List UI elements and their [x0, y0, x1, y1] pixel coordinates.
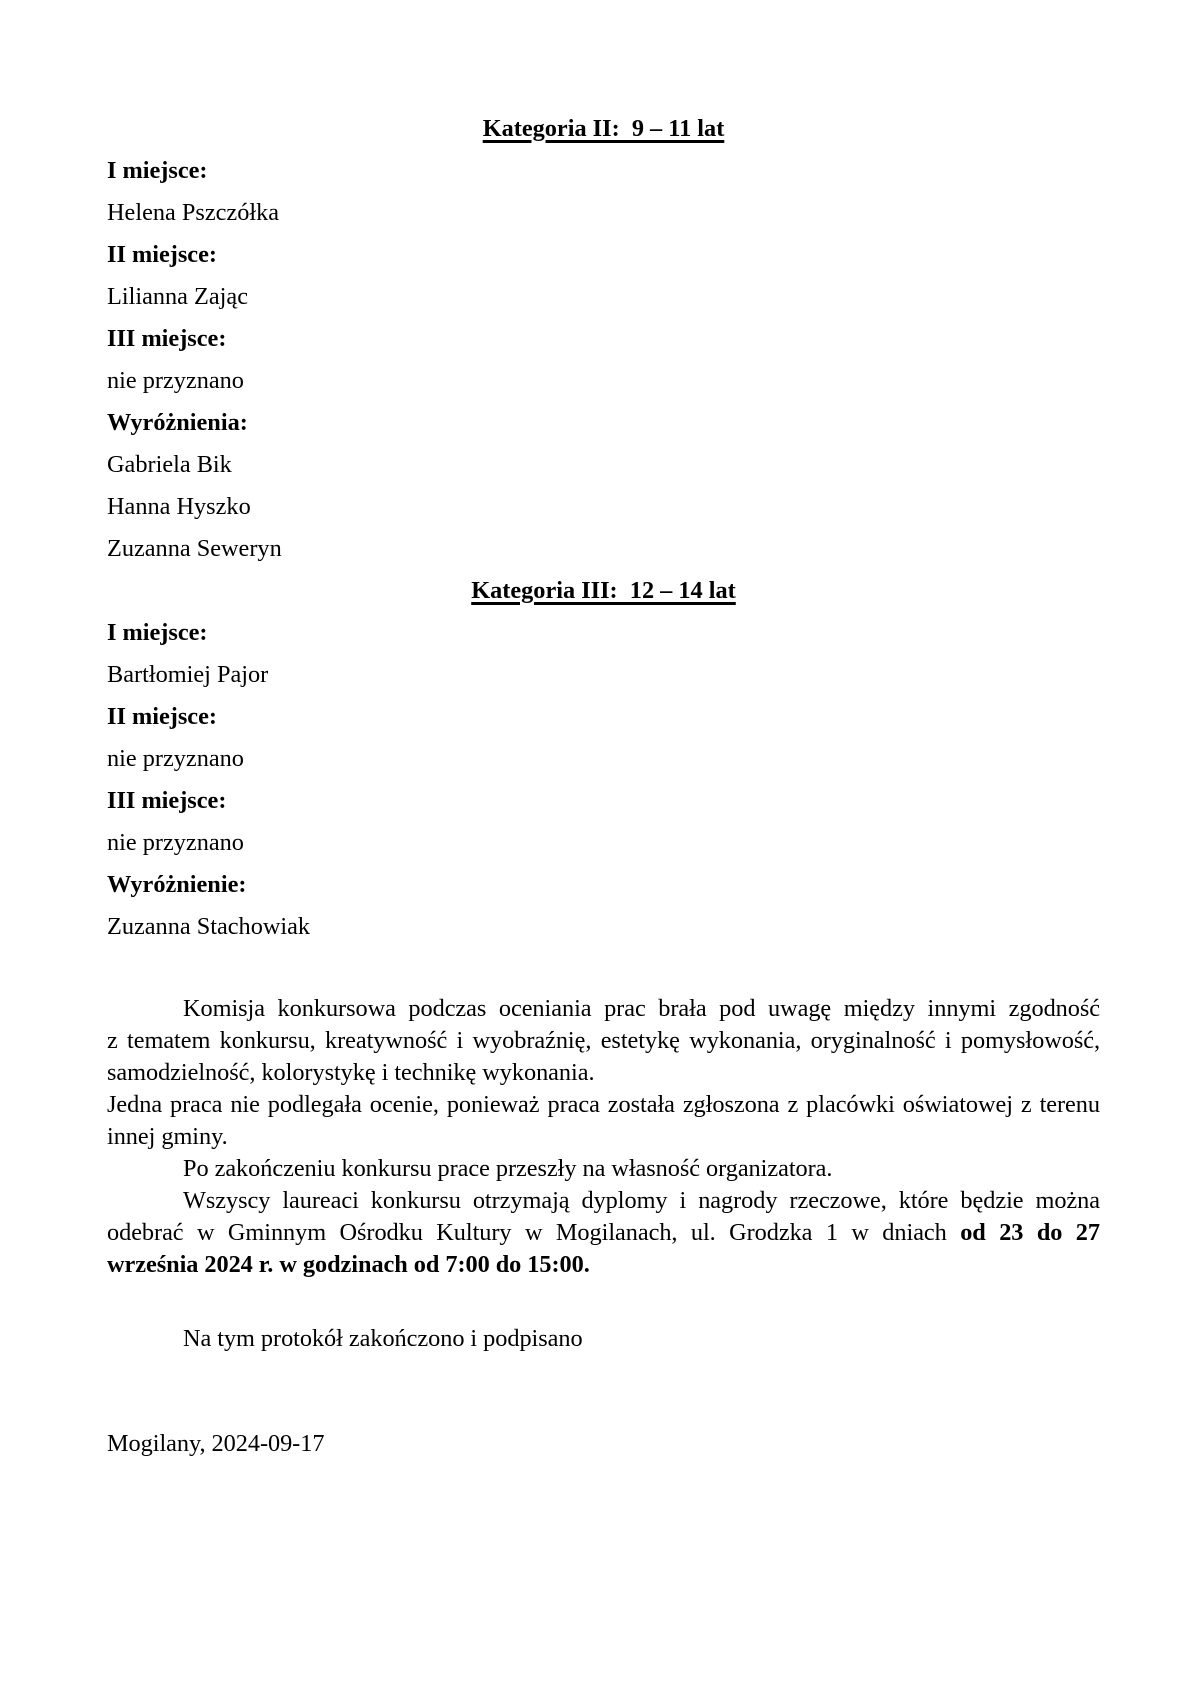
winner-name: nie przyznano — [107, 745, 244, 772]
place-label: II miejsce: — [107, 703, 217, 730]
place-label: III miejsce: — [107, 787, 227, 814]
signature-section — [107, 1428, 1100, 1460]
winner-name: Zuzanna Stachowiak — [107, 913, 311, 940]
distinction-label: Wyróżnienie: — [107, 871, 247, 898]
closing-section — [107, 1323, 1100, 1355]
section-title — [107, 570, 1100, 612]
section-title-text: Kategoria III: 12 – 14 lat — [471, 577, 736, 604]
winner-name: Gabriela Bik — [107, 451, 232, 478]
body-paragraphs — [107, 993, 1100, 1281]
category-section-2 — [107, 108, 1100, 570]
body-line: Jedna praca nie podlegała ocenie, ponieważ praca została zgłoszona z placówki oświatowej z terenu — [107, 1091, 1100, 1118]
body-line: Wszyscy laureaci konkursu otrzymają dyplomy i nagrody rzeczowe, które będzie można — [183, 1187, 1100, 1214]
category-section-3 — [107, 570, 1100, 948]
place-label: I miejsce: — [107, 157, 208, 184]
distinction-label: Wyróżnienia: — [107, 409, 248, 436]
winner-name: nie przyznano — [107, 829, 244, 856]
body-line — [107, 1249, 1100, 1281]
winner-name: Bartłomiej Pajor — [107, 661, 269, 688]
body-line: Komisja konkursowa podczas oceniania prac brała pod uwagę między innymi zgodność — [183, 995, 1100, 1022]
section-title-text: Kategoria II: 9 – 11 lat — [482, 115, 725, 142]
place-label: I miejsce: — [107, 619, 208, 646]
winner-name: Zuzanna Seweryn — [107, 535, 282, 562]
place-date: Mogilany, 2024-09-17 — [107, 1430, 325, 1457]
pickup-dates-bold: od 23 do 27 — [960, 1219, 1101, 1246]
closing-line: Na tym protokół zakończono i podpisano — [183, 1325, 583, 1352]
pickup-hours-bold: września 2024 r. w godzinach od 7:00 do 15:00. — [107, 1251, 590, 1278]
body-line: innej gminy. — [107, 1123, 228, 1150]
body-line — [107, 1217, 1100, 1249]
winner-name: Hanna Hyszko — [107, 493, 251, 520]
section-title — [107, 108, 1100, 150]
body-line: samodzielność, kolorystykę i technikę wykonania. — [107, 1059, 595, 1086]
winner-name: nie przyznano — [107, 367, 244, 394]
place-label: III miejsce: — [107, 325, 227, 352]
body-line: z tematem konkursu, kreatywność i wyobraźnię, estetykę wykonania, oryginalność i pomysłowość, — [107, 1027, 1100, 1054]
place-label: II miejsce: — [107, 241, 217, 268]
body-line-regular: odebrać w Gminnym Ośrodku Kultury w Mogilanach, ul. Grodzka 1 w dniach — [107, 1219, 961, 1246]
winner-name: Helena Pszczółka — [107, 199, 280, 226]
body-line: Po zakończeniu konkursu prace przeszły na własność organizatora. — [183, 1155, 833, 1182]
winner-name: Lilianna Zając — [107, 283, 248, 310]
